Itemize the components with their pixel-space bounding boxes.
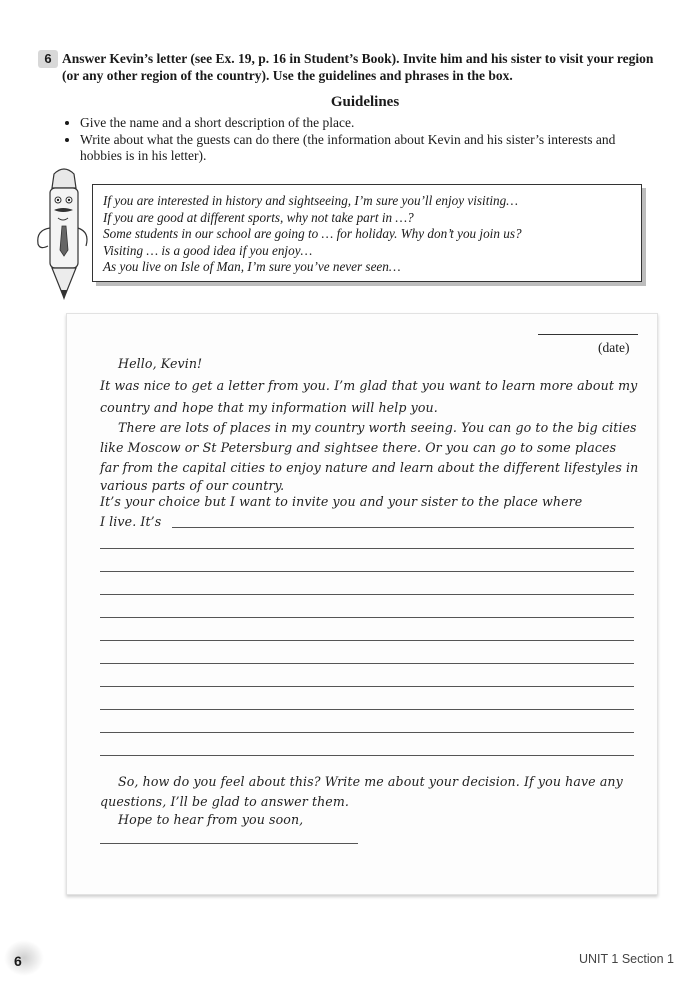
writing-line[interactable] [100, 709, 634, 710]
writing-line[interactable] [100, 755, 634, 756]
signature-line[interactable] [100, 843, 358, 844]
page-number: 6 [14, 953, 22, 969]
writing-line[interactable] [100, 617, 634, 618]
writing-line[interactable] [100, 571, 634, 572]
letter-line: various parts of our country. [100, 478, 285, 493]
phrase-line: As you live on Isle of Man, I’m sure you’ve never seen… [103, 259, 401, 274]
closing-line: questions, I’ll be glad to answer them. [100, 794, 350, 809]
pencil-mascot-icon [32, 166, 96, 306]
letter-line: There are lots of places in my country worth seeing. You can go to the big cities [118, 420, 637, 435]
closing-line: Hope to hear from you soon, [118, 812, 304, 827]
guidelines-title: Guidelines [330, 94, 400, 110]
guideline-item: • Give the name and a short description of the place. [80, 115, 640, 131]
letter-line: country and hope that my information will help you. [100, 400, 438, 415]
writing-line[interactable] [100, 686, 634, 687]
writing-line[interactable] [100, 594, 634, 595]
letter-line: It’s your choice but I want to invite you and your sister to the place where [100, 494, 583, 509]
writing-line[interactable] [100, 663, 634, 664]
closing-line: So, how do you feel about this? Write me about your decision. If you have any [118, 774, 623, 789]
date-label: (date) [598, 340, 630, 355]
guideline-item: • Write about what the guests can do there (the information about Kevin and his sister’s interests and hobbies is in his letter). [80, 132, 640, 164]
letter-greeting: Hello, Kevin! [118, 356, 203, 371]
exercise-number: 6 [38, 50, 58, 68]
writing-line[interactable] [100, 640, 634, 641]
phrase-line: If you are interested in history and sightseeing, I’m sure you’ll enjoy visiting… [103, 193, 518, 208]
guidelines-list [62, 115, 640, 165]
letter-line: It was nice to get a letter from you. I’m glad that you want to learn more about my [100, 378, 638, 393]
letter-line: far from the capital cities to enjoy nature and learn about the different lifestyles in [100, 460, 639, 475]
writing-line[interactable] [100, 732, 634, 733]
page-number-shading [4, 940, 44, 976]
exercise-instruction: Answer Kevin’s letter (see Ex. 19, p. 16 in Student’s Book). Invite him and his sister to visit your region (or any other region of the country). Use the guidelines and phrases in the box. [62, 51, 654, 83]
unit-section-label: UNIT 1 Section 1 [579, 952, 674, 966]
letter-line: I live. It’s [100, 514, 162, 529]
letter-line: like Moscow or St Petersburg and sightsee there. Or you can go to some places [100, 440, 617, 455]
phrase-box [92, 184, 642, 282]
phrase-line: Visiting … is a good idea if you enjoy… [103, 242, 313, 258]
phrase-line: If you are good at different sports, why not take part in …? [103, 209, 414, 225]
writing-line[interactable] [100, 548, 634, 549]
phrase-line: Some students in our school are going to … for holiday. Why don’t you join us? [103, 226, 522, 241]
date-blank-line[interactable] [538, 334, 638, 335]
writing-line[interactable] [172, 527, 634, 528]
